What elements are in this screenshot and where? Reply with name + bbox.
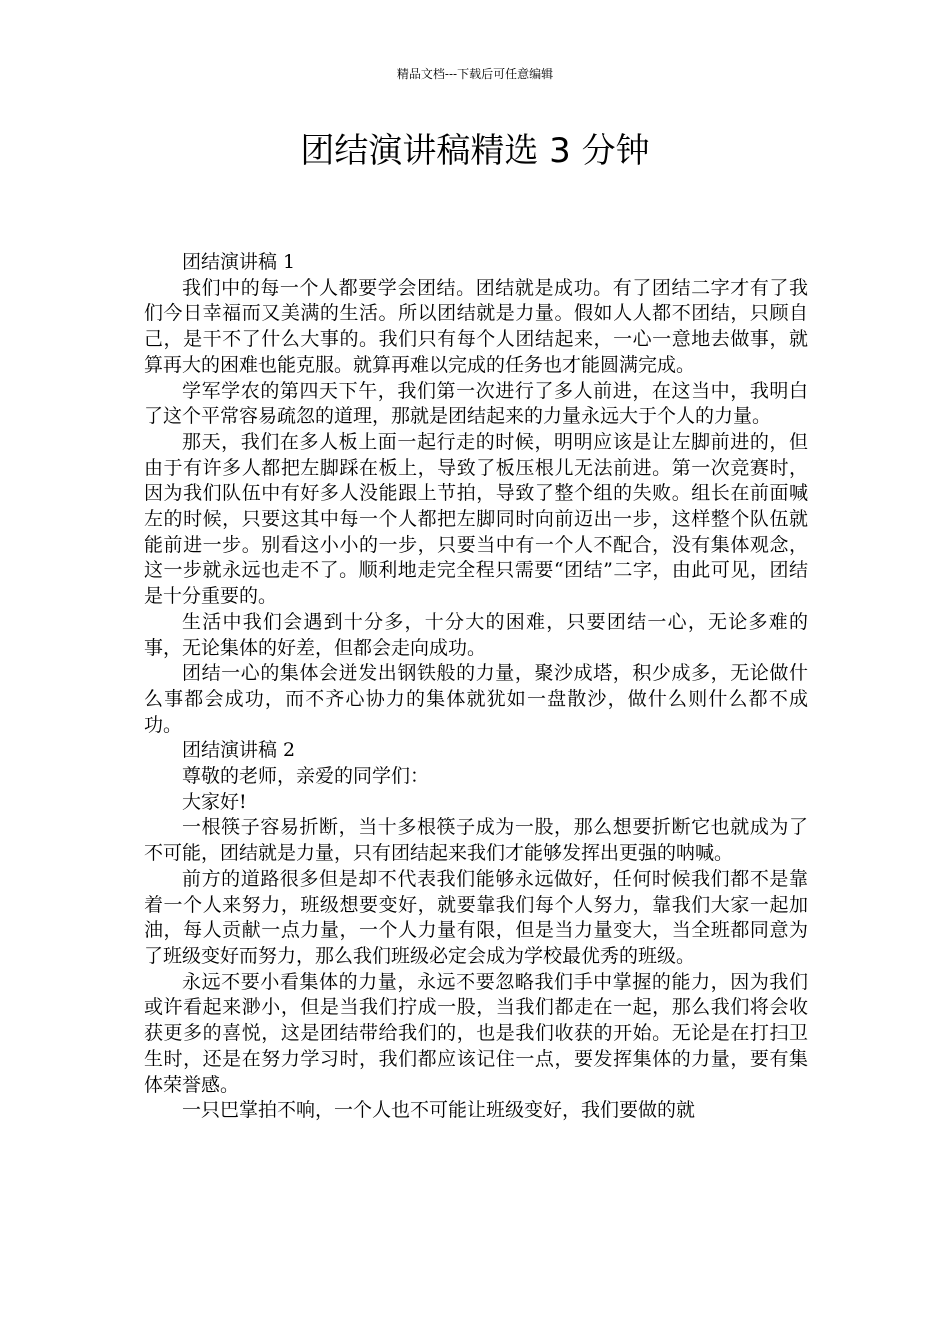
paragraph: 前方的道路很多但是却不代表我们能够永远做好，任何时候我们都不是靠着一个人来努力，班级想要变好，就要靠我们每个人努力，靠我们大家一起加油，每人贡献一点力量，一个人力量有限，但是当力量变大，当全班都同意为了班级变好而努力，那么我们班级必定会成为学校最优秀的班级。	[144, 867, 808, 967]
paragraph: 学军学农的第四天下午，我们第一次进行了多人前进，在这当中，我明白了这个平常容易疏忽的道理，那就是团结起来的力量永远大于个人的力量。	[144, 379, 808, 428]
section-heading-2: 团结演讲稿 2	[182, 739, 296, 762]
paragraph: 一只巴掌拍不响，一个人也不可能让班级变好，我们要做的就	[182, 1099, 696, 1122]
paragraph: 生活中我们会遇到十分多，十分大的困难，只要团结一心，无论多难的事，无论集体的好差，但都会走向成功。	[144, 610, 808, 659]
greeting: 大家好!	[182, 790, 247, 813]
header-note: 精品文档---下载后可任意编辑	[396, 67, 554, 81]
section-heading-1: 团结演讲稿 1	[182, 251, 296, 273]
document-title: 团结演讲稿精选 3 分钟	[300, 131, 650, 171]
paragraph: 那天，我们在多人板上面一起行走的时候，明明应该是让左脚前进的，但由于有许多人都把左脚踩在板上，导致了板压根儿无法前进。第一次竞赛时，因为我们队伍中有好多人没能跟上节拍，导致了整个组的失败。组长在前面喊左的时候，只要这其中每一个人都把左脚同时向前迈出一步，这样整个队伍就能前进一步。别看这小小的一步，只要当中有一个人不配合，没有集体观念，这一步就永远也走不了。顺利地走完全程只需要“团结”二字，由此可见，团结是十分重要的。	[144, 430, 808, 608]
paragraph: 永远不要小看集体的力量，永远不要忽略我们手中掌握的能力，因为我们或许看起来渺小，但是当我们拧成一股，当我们都走在一起，那么我们将会收获更多的喜悦，这是团结带给我们的，也是我们收获的开始。无论是在打扫卫生时，还是在努力学习时，我们都应该记住一点，要发挥集体的力量，要有集体荣誉感。	[144, 970, 808, 1096]
document-body	[144, 250, 808, 1124]
paragraph: 团结一心的集体会迸发出钢铁般的力量，聚沙成塔，积少成多，无论做什么事都会成功，而不齐心协力的集体就犹如一盘散沙，做什么则什么都不成功。	[144, 662, 808, 736]
paragraph: 我们中的每一个人都要学会团结。团结就是成功。有了团结二字才有了我们今日幸福而又美满的生活。所以团结就是力量。假如人人都不团结，只顾自己，是干不了什么大事的。我们只有每个人团结起来，一心一意地去做事，就算再大的困难也能克服。就算再难以完成的任务也才能圆满完成。	[144, 276, 808, 376]
salutation: 尊敬的老师，亲爱的同学们：	[182, 765, 430, 788]
paragraph: 一根筷子容易折断，当十多根筷子成为一股，那么想要折断它也就成为了不可能，团结就是力量，只有团结起来我们才能够发挥出更强的呐喊。	[144, 816, 808, 865]
